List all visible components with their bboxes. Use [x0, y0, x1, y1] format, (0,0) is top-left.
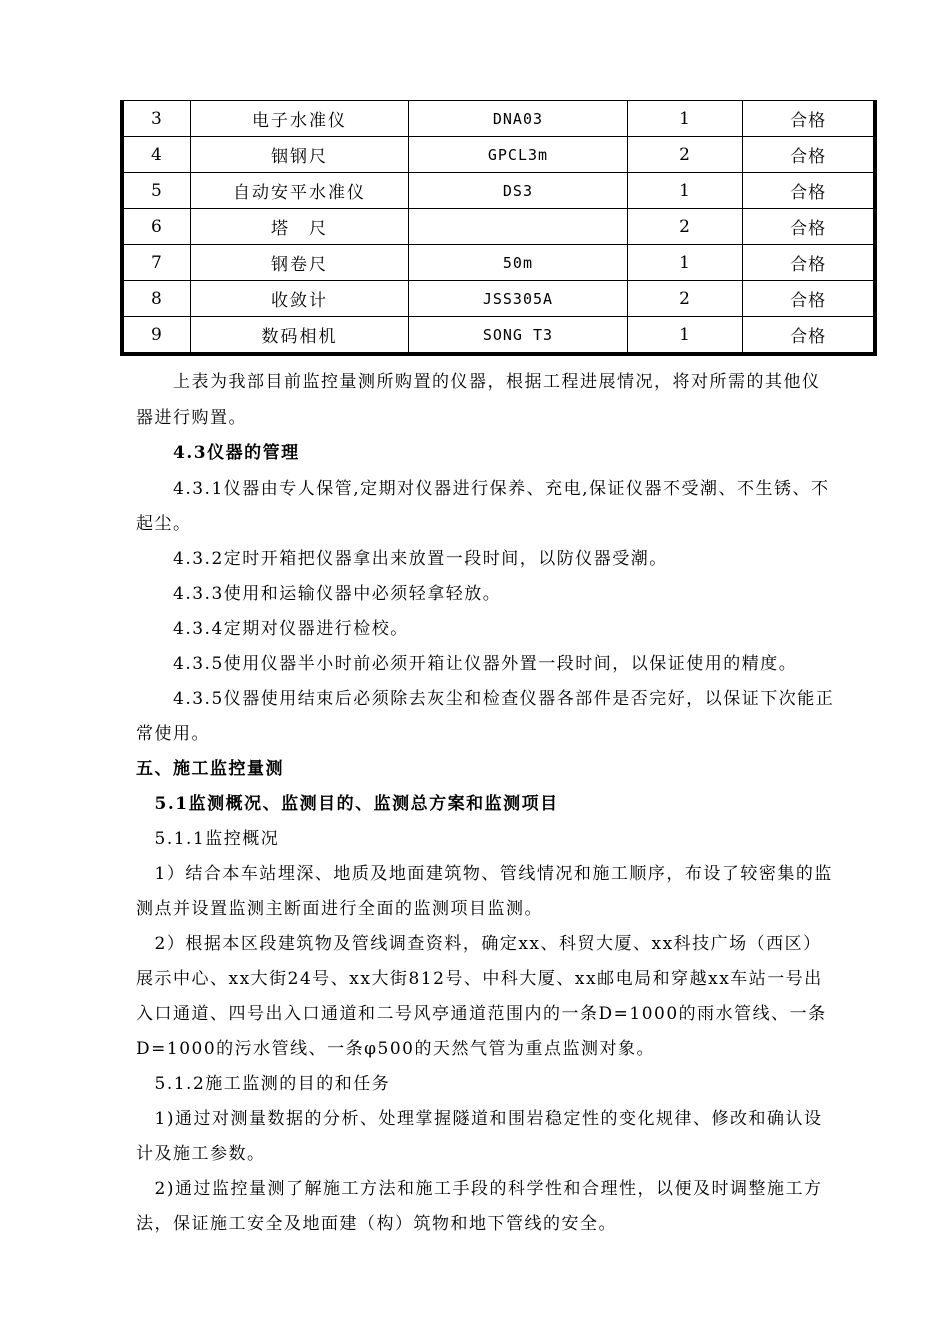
table-row — [122, 317, 875, 355]
paragraph-line: 测点并设置监测主断面进行全面的监测项目监测。 — [136, 899, 543, 919]
paragraph-line: 入口通道、四号出入口通道和二号风亭通道范围内的一条D=1000的雨水管线、一条 — [136, 1004, 827, 1024]
paragraph-line: 展示中心、xx大街24号、xx大街812号、中科大厦、xx邮电局和穿越xx车站一号出 — [136, 969, 823, 989]
paragraph-line: 2)通过监控量测了解施工方法和施工手段的科学性和合理性，以便及时调整施工方 — [136, 1179, 823, 1199]
equipment-quantity: 1 — [627, 245, 743, 281]
equipment-table — [120, 100, 877, 356]
equipment-status: 合格 — [743, 209, 875, 245]
paragraph-line: 器进行购置。 — [136, 408, 247, 428]
table-row — [122, 245, 875, 281]
equipment-status: 合格 — [743, 137, 875, 173]
paragraph-line: 上表为我部目前监控量测所购置的仪器，根据工程进展情况，将对所需的其他仪 — [136, 372, 821, 392]
subsection-heading: 5.1.1监控概况 — [136, 829, 280, 849]
paragraph-line: 常使用。 — [136, 724, 210, 744]
equipment-model: DS3 — [409, 173, 628, 209]
paragraph-line: 起尘。 — [136, 514, 192, 534]
paragraph-line: 4.3.4定期对仪器进行检校。 — [136, 619, 409, 639]
equipment-model: DNA03 — [409, 101, 628, 137]
table-row — [122, 101, 875, 137]
equipment-name: 自动安平水准仪 — [190, 173, 408, 209]
equipment-quantity: 1 — [627, 173, 743, 209]
paragraph-line: 4.3.2定时开箱把仪器拿出来放置一段时间，以防仪器受潮。 — [136, 549, 668, 569]
paragraph-line: 4.3.5使用仪器半小时前必须开箱让仪器外置一段时间，以保证使用的精度。 — [136, 654, 798, 674]
equipment-name: 数码相机 — [190, 317, 408, 355]
paragraph-line: 4.3.3使用和运输仪器中必须轻拿轻放。 — [136, 584, 502, 604]
row-number: 8 — [122, 281, 190, 317]
equipment-quantity: 1 — [627, 317, 743, 355]
equipment-quantity: 2 — [627, 137, 743, 173]
paragraph-line: 1)通过对测量数据的分析、处理掌握隧道和围岩稳定性的变化规律、修改和确认设 — [136, 1109, 823, 1129]
paragraph-line: 法，保证施工安全及地面建（构）筑物和地下管线的安全。 — [136, 1214, 617, 1234]
paragraph-line: 4.3.5仪器使用结束后必须除去灰尘和检查仪器各部件是否完好，以保证下次能正 — [136, 689, 835, 709]
equipment-quantity: 1 — [627, 101, 743, 137]
table-row — [122, 209, 875, 245]
equipment-name: 收敛计 — [190, 281, 408, 317]
equipment-model: 50m — [409, 245, 628, 281]
row-number: 7 — [122, 245, 190, 281]
equipment-status: 合格 — [743, 245, 875, 281]
paragraph-line: 1）结合本车站埋深、地质及地面建筑物、管线情况和施工顺序，布设了较密集的监 — [136, 864, 833, 884]
section-heading: 5.1监测概况、监测目的、监测总方案和监测项目 — [136, 794, 559, 814]
equipment-status: 合格 — [743, 317, 875, 355]
table-row — [122, 281, 875, 317]
equipment-status: 合格 — [743, 101, 875, 137]
equipment-quantity: 2 — [627, 281, 743, 317]
equipment-name: 钢卷尺 — [190, 245, 408, 281]
equipment-model — [409, 209, 628, 245]
equipment-model: GPCL3m — [409, 137, 628, 173]
row-number: 3 — [122, 101, 190, 137]
paragraph-line: 4.3.1仪器由专人保管,定期对仪器进行保养、充电,保证仪器不受潮、不生锈、不 — [136, 479, 830, 499]
row-number: 5 — [122, 173, 190, 209]
chapter-heading: 五、施工监控量测 — [136, 759, 284, 779]
row-number: 4 — [122, 137, 190, 173]
equipment-name: 铟钢尺 — [190, 137, 408, 173]
table-row — [122, 173, 875, 209]
section-heading: 4.3仪器的管理 — [136, 443, 300, 463]
subsection-heading: 5.1.2施工监测的目的和任务 — [136, 1074, 391, 1094]
row-number: 6 — [122, 209, 190, 245]
paragraph-line: 计及施工参数。 — [136, 1144, 266, 1164]
equipment-model: JSS305A — [409, 281, 628, 317]
equipment-name: 塔 尺 — [190, 209, 408, 245]
table-row — [122, 137, 875, 173]
row-number: 9 — [122, 317, 190, 355]
equipment-model: SONG T3 — [409, 317, 628, 355]
paragraph-line: D=1000的污水管线、一条φ500的天然气管为重点监测对象。 — [136, 1039, 655, 1059]
equipment-status: 合格 — [743, 281, 875, 317]
paragraph-line: 2）根据本区段建筑物及管线调查资料，确定xx、科贸大厦、xx科技广场（西区） — [136, 934, 822, 954]
equipment-quantity: 2 — [627, 209, 743, 245]
equipment-status: 合格 — [743, 173, 875, 209]
equipment-name: 电子水准仪 — [190, 101, 408, 137]
